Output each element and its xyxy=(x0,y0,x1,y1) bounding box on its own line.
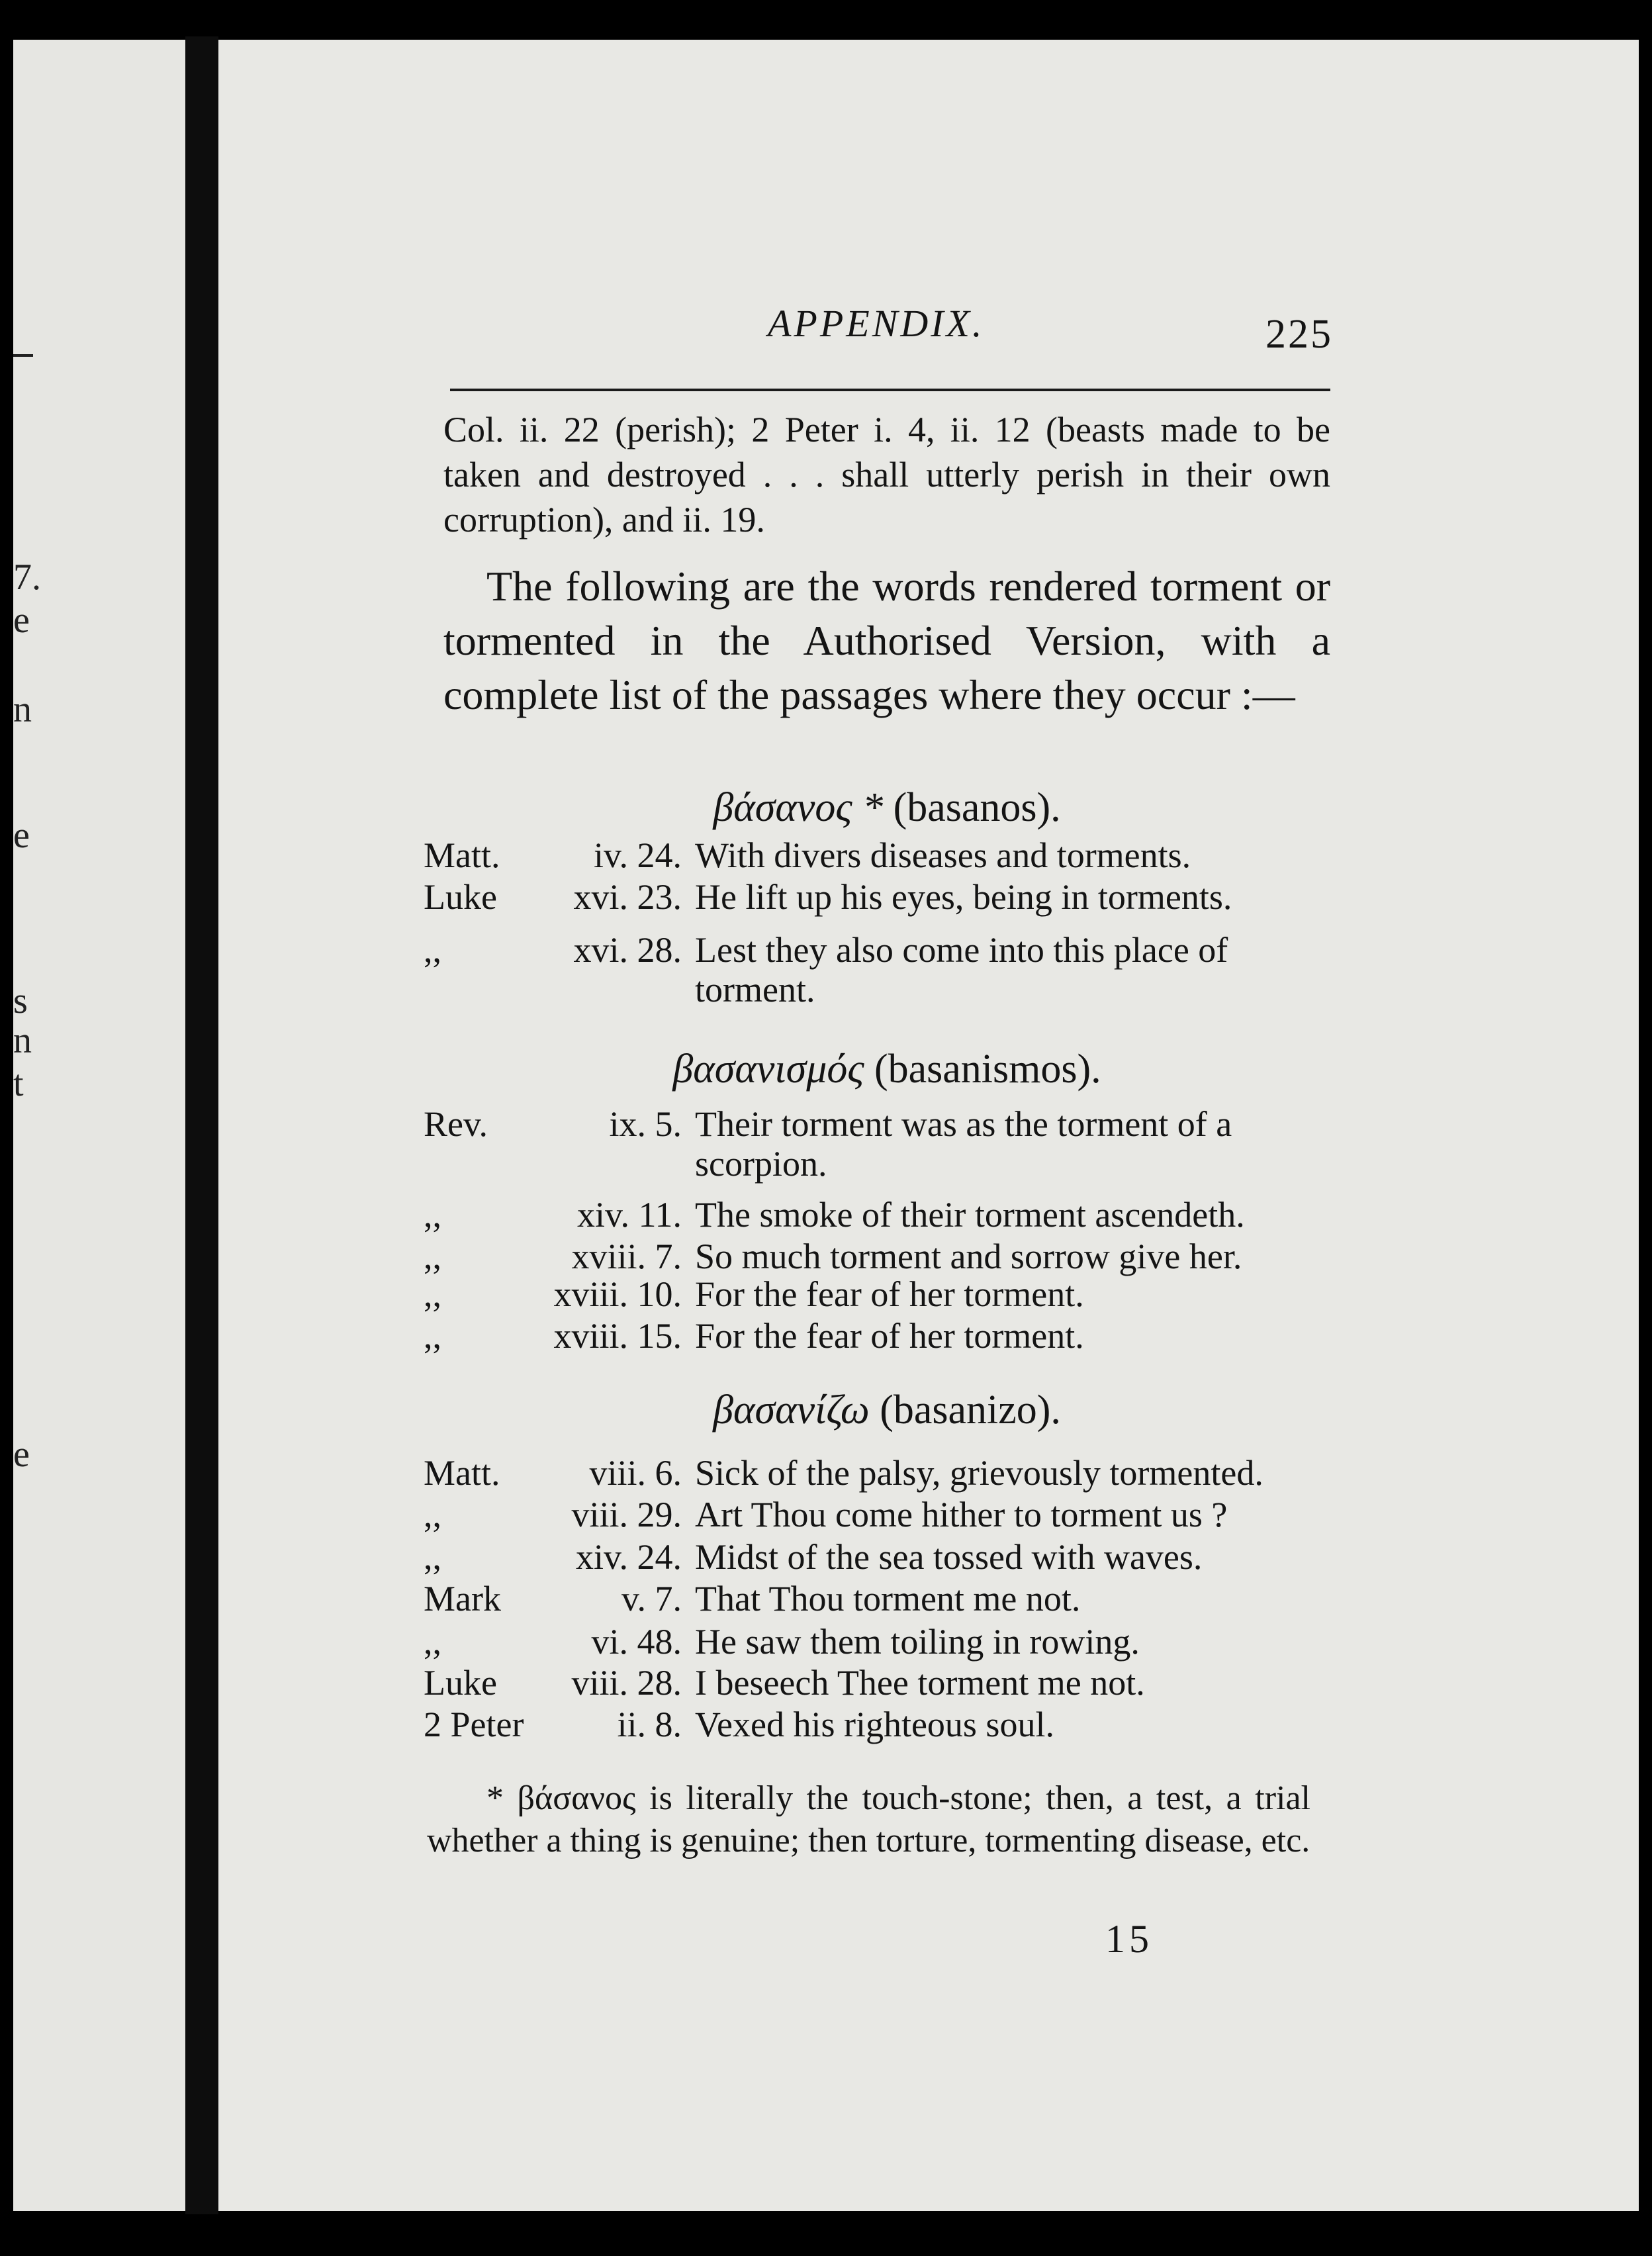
entry-book: ,, xyxy=(424,1495,441,1534)
scan-border-left xyxy=(0,0,13,2256)
previous-page-fragment: n xyxy=(13,689,32,730)
entry-reference: xviii. 7. xyxy=(571,1237,682,1276)
previous-page-rule xyxy=(13,354,33,357)
entry-book: ,, xyxy=(424,1237,441,1276)
entry-text: Art Thou come hither to torment us ? xyxy=(695,1495,1228,1534)
entry-reference: ii. 8. xyxy=(617,1705,682,1744)
entry-text: For the fear of her torment. xyxy=(695,1274,1084,1314)
entry-book: Rev. xyxy=(424,1104,488,1144)
header-rule xyxy=(450,389,1330,391)
entry-book: ,, xyxy=(424,1274,441,1314)
previous-page-fragment: s xyxy=(13,980,28,1021)
entry-text: He lift up his eyes, being in torments. xyxy=(695,877,1232,917)
entry-text: Midst of the sea tossed with waves. xyxy=(695,1537,1203,1577)
scan-border-right xyxy=(1639,0,1652,2256)
section-heading xyxy=(443,1046,1330,1093)
entry-book: Matt. xyxy=(424,835,500,875)
entry-text: With divers diseases and torments. xyxy=(695,835,1191,875)
entry-text: I beseech Thee torment me not. xyxy=(695,1663,1145,1703)
previous-page-fragment: e xyxy=(13,815,30,856)
transliteration: (basanos). xyxy=(893,785,1061,830)
entry-text: For the fear of her torment. xyxy=(695,1316,1084,1356)
entry-book: ,, xyxy=(424,1316,441,1356)
greek-word: βασανίζω xyxy=(713,1387,870,1433)
transliteration: (basanizo). xyxy=(880,1387,1061,1433)
entry-reference: vi. 48. xyxy=(591,1622,682,1662)
entry-reference: xviii. 10. xyxy=(553,1274,682,1314)
greek-word: βασανισμός xyxy=(672,1047,864,1092)
entry-reference: iv. 24. xyxy=(594,835,682,875)
running-head: APPENDIX. xyxy=(768,302,985,345)
transliteration: (basanismos). xyxy=(874,1047,1101,1092)
intro-paragraph: The following are the words rendered torment or tormented in the Authorised Version, with a complete list of the passages where they occur :— xyxy=(443,563,1330,718)
section-heading xyxy=(443,784,1330,831)
entry-text: That Thou torment me not. xyxy=(695,1579,1081,1619)
entry-book: Luke xyxy=(424,1663,497,1703)
entry-text: Their torment was as the torment of a scorpion. xyxy=(695,1104,1232,1184)
entry-reference: xviii. 15. xyxy=(553,1316,682,1356)
entry-text: He saw them toiling in rowing. xyxy=(695,1622,1140,1662)
entry-book: 2 Peter xyxy=(424,1705,524,1744)
footnote: * βάσανος is literally the touch-stone; then, a test, a trial whether a thing is genuine; then torture, tormenting disease, etc. xyxy=(427,1779,1310,1859)
entry-book: ,, xyxy=(424,930,441,970)
section-heading xyxy=(443,1387,1330,1434)
signature-mark: 15 xyxy=(1105,1917,1153,1961)
previous-page-fragment: e xyxy=(13,1434,30,1475)
entry-book: ,, xyxy=(424,1537,441,1577)
scan-border-bottom xyxy=(0,2211,1652,2256)
entry-text: So much torment and sorrow give her. xyxy=(695,1237,1242,1276)
entry-book: ,, xyxy=(424,1195,441,1235)
entry-book: Matt. xyxy=(424,1453,500,1493)
entry-reference: xiv. 24. xyxy=(576,1537,682,1577)
previous-page-fragment: 7. xyxy=(13,557,41,598)
entry-text: Lest they also come into this place of torment. xyxy=(695,930,1228,1010)
entry-reference: xvi. 23. xyxy=(573,877,682,917)
entry-text: The smoke of their torment ascendeth. xyxy=(695,1195,1245,1235)
entry-reference: ix. 5. xyxy=(609,1104,682,1144)
previous-page-fragment: n xyxy=(13,1020,32,1061)
entry-text: Vexed his righteous soul. xyxy=(695,1705,1054,1744)
entry-reference: v. 7. xyxy=(621,1579,682,1619)
entry-reference: xiv. 11. xyxy=(577,1195,682,1235)
entry-book: ,, xyxy=(424,1622,441,1662)
entry-book: Luke xyxy=(424,877,497,917)
page-number: 225 xyxy=(1265,312,1333,357)
entry-reference: viii. 28. xyxy=(571,1663,682,1703)
entry-reference: xvi. 28. xyxy=(573,930,682,970)
entry-book: Mark xyxy=(424,1579,501,1619)
entry-reference: viii. 29. xyxy=(571,1495,682,1534)
continuation-paragraph: Col. ii. 22 (perish); 2 Peter i. 4, ii. 12 (beasts made to be taken and destroyed . . . shall utterly perish in their own corruption), and ii. 19. xyxy=(443,410,1330,540)
entry-text: Sick of the palsy, grievously tormented. xyxy=(695,1453,1263,1493)
book-gutter xyxy=(185,36,218,2214)
previous-page-edge xyxy=(13,40,185,2211)
greek-word: βάσανος * xyxy=(713,785,884,830)
scan-border-top xyxy=(0,0,1652,40)
entry-reference: viii. 6. xyxy=(589,1453,682,1493)
previous-page-fragment: t xyxy=(13,1063,24,1104)
previous-page-fragment: e xyxy=(13,600,30,641)
